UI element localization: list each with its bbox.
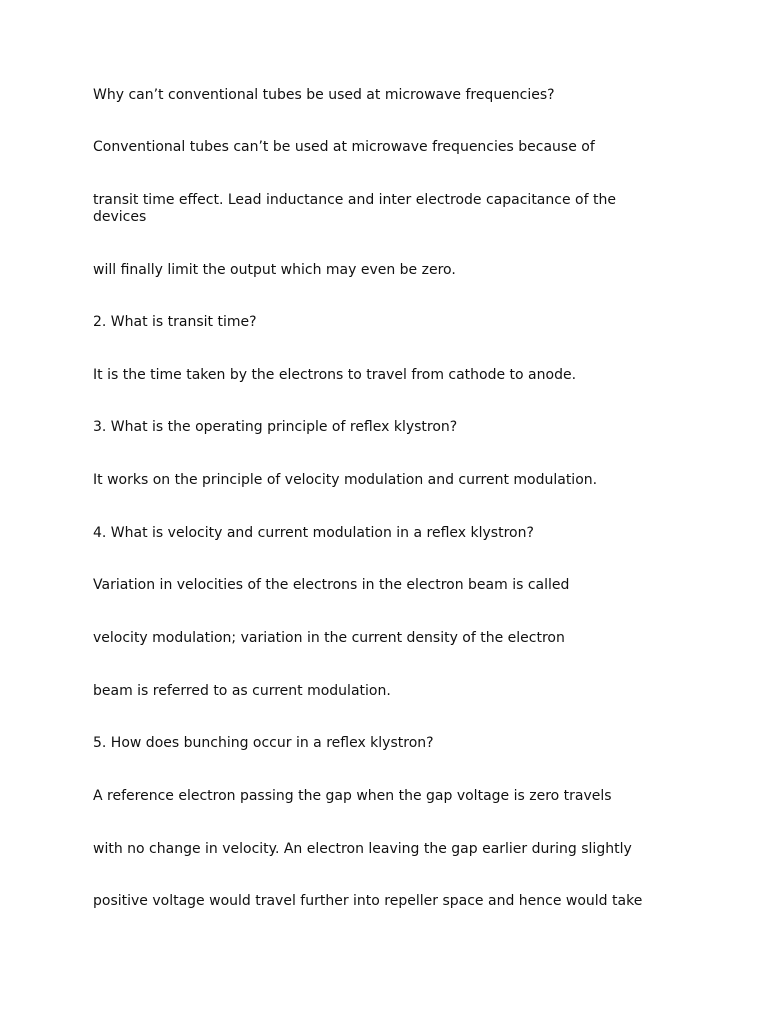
answer-1-line-1: Conventional tubes can’t be used at microwave frequencies because of xyxy=(93,139,595,155)
question-1: Why can’t conventional tubes be used at microwave frequencies? xyxy=(93,87,555,103)
question-4: 4. What is velocity and current modulation in a reflex klystron? xyxy=(93,525,534,541)
answer-1-line-3: will finally limit the output which may even be zero. xyxy=(93,262,456,278)
answer-5-line-3: positive voltage would travel further into repeller space and hence would take xyxy=(93,893,643,909)
answer-2: It is the time taken by the electrons to travel from cathode to anode. xyxy=(93,367,577,383)
answer-1-line-2: transit time effect. Lead inductance and inter electrode capacitance of the devices xyxy=(93,192,616,225)
answer-5-line-2: with no change in velocity. An electron leaving the gap earlier during slightly xyxy=(93,841,632,857)
answer-4-line-2: velocity modulation; variation in the current density of the electron xyxy=(93,630,565,646)
answer-5-line-1: A reference electron passing the gap when the gap voltage is zero travels xyxy=(93,788,612,804)
answer-4-line-1: Variation in velocities of the electrons in the electron beam is called xyxy=(93,577,570,593)
question-3: 3. What is the operating principle of reflex klystron? xyxy=(93,419,458,435)
question-5: 5. How does bunching occur in a reflex klystron? xyxy=(93,735,434,751)
question-2: 2. What is transit time? xyxy=(93,314,257,330)
answer-3: It works on the principle of velocity modulation and current modulation. xyxy=(93,472,598,488)
answer-4-line-3: beam is referred to as current modulation. xyxy=(93,683,391,699)
